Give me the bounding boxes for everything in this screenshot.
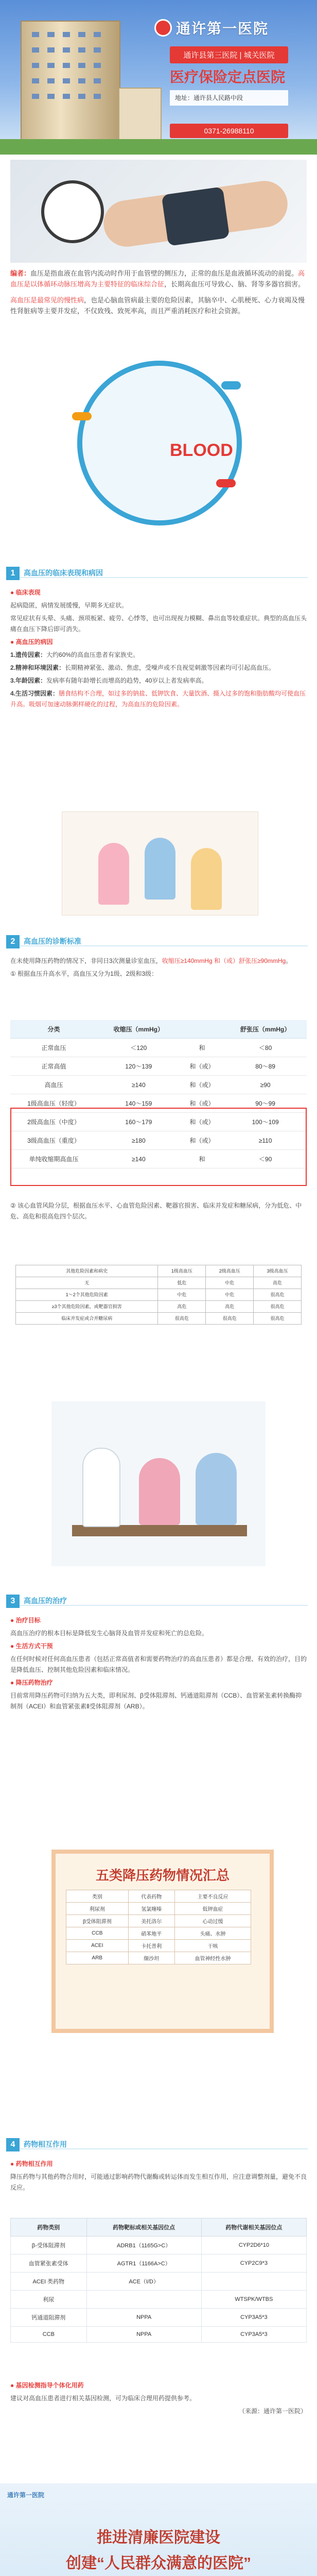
table-row: 临床并发症或合并糖尿病 很高危 很高危 很高危	[16, 1313, 302, 1325]
table-row: CCB 硝苯地平 头痛、水肿	[66, 1927, 251, 1940]
lawn	[0, 139, 317, 155]
hospital-hero-image	[0, 0, 317, 155]
table-row: 1级高血压（轻度） 140～159 和（或） 90～99	[10, 1094, 307, 1113]
hospital-badge: 通许县第三医院 | 城关医院	[170, 46, 288, 63]
section-4-header: 4 药物相互作用	[0, 2138, 317, 2151]
table-row: 钙通道阻滞剂 NPPA CYP3A5*3	[11, 2309, 307, 2327]
hospital-address: 地址：通许县人民路中段	[170, 90, 288, 106]
hero-headline: 医疗保险定点医院	[170, 69, 286, 85]
section-1-body: ● 临床表现 起病隐匿，病情发展缓慢，早期多无症状。 常见症状有头晕、头痛、颈项板紧、疲劳、心悸等，也可出现视力模糊、鼻出血等较重症状。典型的高血压头痛在血压下降后即可消失。 ● 高血压的病因 1.遗传因素：大约60%的高血压患者有家族史。 2.精神和环境因素：长期精神紧张、激动、焦虑，受噪声或不良视觉刺激等因素均可引起高血压。 3.年龄因素：发病率有随年龄增长而增高的趋势，40岁以上者发病率高。 4.生活习惯因素：膳食结构不合理，如过多的钠盐、低钾饮食、大量饮酒、摄入过多的饱和脂肪酸均可使血压升高。吸烟可加速动脉粥样硬化的过程，为高血压的危险因素。	[10, 589, 307, 708]
table-row: ≥3个其他危险因素，或靶器官损害 高危 高危 很高危	[16, 1301, 302, 1313]
section-2-header: 2 高血压的诊断标准	[0, 935, 317, 948]
banner-line-1: 推进清廉医院建设	[97, 2529, 220, 2546]
table-row: 类别 代表药物 主要不良反应	[66, 1890, 251, 1903]
table-row: 1～2个其他危险因素 中危 中危 很高危	[16, 1289, 302, 1301]
section-3-body: ● 治疗目标 高血压治疗的根本目标是降低发生心脑肾及血管并发症和死亡的总危险。 ● 生活方式干预 在任何时候对任何高血压患者（包括正常高值者和需要药物治疗的高血压患者）都是合理、有效的治疗，目的是降低血压、控制其他危险因素和临床情况。 ● 降压药物治疗 目前常用降压药物可归纳为五大类，即利尿剂、β受体阻滞剂、钙通道阻滞剂（CCB）、血管紧张素转换酶抑制剂（ACEI）和血管紧张素Ⅱ受体阻滞剂（ARB）。	[10, 1617, 307, 1710]
table-row: ACEI 类药物 ACE（I/D）	[11, 2273, 307, 2291]
section-1-header: 1 高血压的临床表现和病因	[0, 567, 317, 580]
drug-summary-title: 五类降压药物情况汇总	[95, 1868, 230, 1883]
drug-gene-table: 药物类别 药物靶标或相关基因位点 药物代谢相关基因位点 β-受体阻滞剂 ADRB1（1165G>C） CYP2D6*10 血管紧张素受体 AGTR1（1166A>C） CYP2C9*3 ACEI 类药物 ACE（I/D） 利尿 WTSPK/WTBS 钙通道阻滞剂 NPPA CYP3A5*3 CCB NPPA CYP3A5*3	[10, 2218, 307, 2343]
table-row: β-受体阻滞剂 ADRB1（1165G>C） CYP2D6*10	[11, 2236, 307, 2255]
intro-paragraph-2: 高血压是最常见的慢性病，也是心脑血管病最主要的危险因素，其脑卒中、心肌梗死、心力衰竭及慢性肾脏病等主要并发症，不仅致残、致死率高，而且严重消耗医疗和社会资源。	[10, 296, 305, 315]
table-row: CCB NPPA CYP3A5*3	[11, 2327, 307, 2343]
table-row: 正常血压 ＜120 和 ＜80	[10, 1039, 307, 1057]
table-row: ARB 缬沙坦 血管神经性水肿	[66, 1952, 251, 1964]
blood-pressure-photo	[10, 160, 307, 263]
intro-paragraph-1: 编者：血压是指血液在血管内流动时作用于血管壁的侧压力，正常的血压是血液循环流动的前提。高血压是以体循环动脉压增高为主要特征的临床综合征，长期高血压可导致心、脑、肾等多器官损害。	[10, 269, 305, 288]
doctor-elderly-illustration	[51, 1401, 266, 1566]
table-row: β受体阻滞剂 美托洛尔 心动过缓	[66, 1915, 251, 1927]
clean-hospital-banner	[0, 2483, 317, 2576]
banner-line-2: 创建“人民群众满意的医院”	[66, 2555, 251, 2572]
hospital-name: 通许第一医院	[176, 21, 269, 37]
hospital-logo	[154, 18, 269, 38]
hospital-side-building	[118, 88, 162, 146]
bp-classification-table: 分类 收缩压（mmHg） 舒张压（mmHg） 正常血压 ＜120 和 ＜80 正常高值 120～139 和（或） 80～89 高血压 ≥140 和（或） ≥90 1级高血压（轻度） 140～159 和（或） 90～99 2级高血压（中度） 160～179 和（或） 100～109 3级高血压（重度） ≥180 和（或） ≥110 单纯收缩期高血压 ≥140 和 ＜90	[10, 1020, 307, 1168]
bp-cuff-image	[162, 187, 230, 246]
table-row: 无 低危 中危 高危	[16, 1277, 302, 1289]
table-row: 2级高血压（中度） 160～179 和（或） 100～109	[10, 1113, 307, 1131]
drug-summary-table	[66, 1890, 251, 1964]
drug-summary-card	[51, 1850, 274, 2033]
gauge-icon	[41, 180, 104, 243]
section-2-body: 在未使用降压药物的情况下，非同日3次测量诊室血压，收缩压≥140mmHg 和（或）舒张压≥90mmHg。 ① 根据血压升高水平，高血压又分为1级、2级和3级：	[10, 957, 292, 977]
table-row: 单纯收缩期高血压 ≥140 和 ＜90	[10, 1150, 307, 1168]
table-row: ACEI 卡托普利 干咳	[66, 1940, 251, 1952]
banner-logo: 通许第一医院	[7, 2492, 45, 2499]
section-4-footer: ● 基因检测指导个体化用药 建议对高血压患者进行相关基因检测，可为临床合理用药提供参考。 （来源：通许第一医院）	[10, 2382, 307, 2415]
table-row: 高血压 ≥140 和（或） ≥90	[10, 1076, 307, 1094]
table-row: 3级高血压（重度） ≥180 和（或） ≥110	[10, 1131, 307, 1150]
risk-note: ② 该心血管风险分层，根据血压水平、心血管危险因素、靶器官损害、临床并发症和糖尿病，分为低危、中危、高危和很高危四个层次。	[10, 1202, 302, 1220]
section-3-header: 3 高血压的治疗	[0, 1595, 317, 1608]
hospital-logo-icon	[154, 19, 172, 37]
table-row: 正常高值 120～139 和（或） 80～89	[10, 1057, 307, 1076]
hospital-phone[interactable]: 0371-26988110	[170, 124, 288, 138]
section-4-body: ● 药物相互作用 降压药物与其他药物合用时，可能通过影响药物代谢酶或转运体而发生相互作用，应注意调整剂量，避免不良反应。	[10, 2160, 307, 2191]
hospital-building	[21, 21, 120, 146]
risk-stratification-table	[15, 1265, 302, 1325]
family-illustration	[62, 811, 258, 916]
hypertension-grades-highlight	[10, 1108, 307, 1186]
intro-text	[10, 268, 307, 321]
table-row: 利尿 WTSPK/WTBS	[11, 2291, 307, 2309]
table-row: 其他危险因素和病史 1级高血压 2级高血压 3级高血压	[16, 1265, 302, 1277]
table-row: 血管紧张素受体 AGTR1（1166A>C） CYP2C9*3	[11, 2255, 307, 2273]
blood-label: BLOOD	[170, 440, 233, 460]
elderly-man-illustration	[67, 350, 252, 520]
table-row: 利尿剂 氢氯噻嗪 低钾血症	[66, 1903, 251, 1915]
